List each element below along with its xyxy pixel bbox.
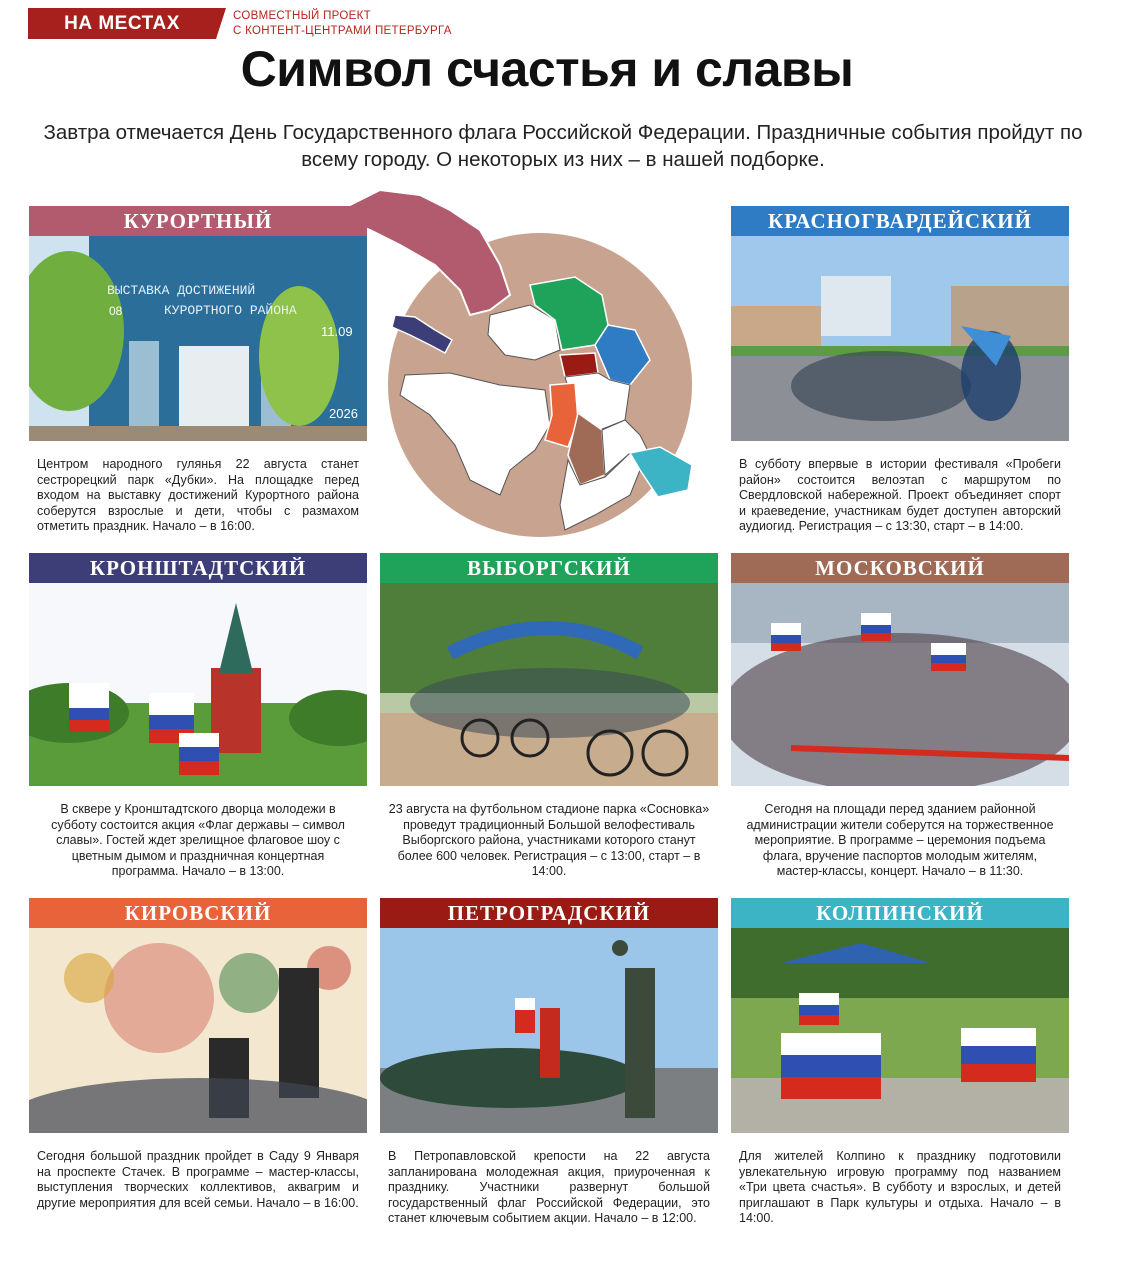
photo-vyborgsky: [380, 583, 718, 786]
card-moskovsky: [731, 553, 1069, 880]
project-note-line2: С КОНТЕНТ-ЦЕНТРАМИ ПЕТЕРБУРГА: [233, 25, 452, 37]
photo-kolpinsky: [731, 928, 1069, 1133]
photo-kurortny: [29, 236, 367, 441]
card-krasnogvardeisky: [731, 206, 1069, 535]
card-title-petrogradsky: ПЕТРОГРАДСКИЙ: [380, 898, 718, 928]
card-text-kirovsky: Сегодня большой праздник пройдет в Саду 9 Января на проспекте Стачек. В программе – мастер-классы, выступления творческих коллективов, аквагрим и другие мероприятия для всей семьи. Начало – в 16:00.: [37, 1149, 359, 1210]
lead-paragraph: Завтра отмечается День Государственного флага Российской Федерации. Праздничные события пройдут по всему городу. О некоторых из них – в нашей подборке.: [43, 121, 1083, 171]
card-title-krasnogvardeisky: КРАСНОГВАРДЕЙСКИЙ: [731, 206, 1069, 236]
card-kronshtadtsky: [29, 553, 367, 880]
photo-moskovsky: [731, 583, 1069, 786]
card-vyborgsky: [380, 553, 718, 880]
card-kirovsky: [29, 898, 367, 1211]
photo-kurortny-sign-year: 2026: [329, 406, 358, 421]
rubric-label: НА МЕСТАХ: [28, 8, 216, 39]
card-text-krasnogvardeisky: В субботу впервые в истории фестиваля «Пробеги район» состоится велоэтап с маршрутом по Свердловской набережной. Проект объединяет спорт и краеведение, участникам будет доступен авторский аудиогид. Регистрация – с 13:30, старт – в 14:00.: [739, 457, 1061, 533]
photo-petrogradsky: [380, 928, 718, 1133]
card-text-kolpinsky: Для жителей Колпино к празднику подготовили увлекательную игровую программу под названием «Три цвета счастья». В субботу и взрослых, и детей приглашают в Парк культуры и отдыха. Начало – в 14:00.: [739, 1149, 1061, 1225]
card-text-vyborgsky: 23 августа на футбольном стадионе парка «Сосновка» проведут традиционный Большой велофестиваль Выборгского района, участниками которого станут более 600 человек. Регистрация – с 13:00, старт – в 14:00.: [388, 802, 710, 878]
photo-kronshtadtsky: [29, 583, 367, 786]
card-text-moskovsky: Сегодня на площади перед зданием районной администрации жители соберутся на торжественное мероприятие. В программе – церемония подъема флага, вручение паспортов молодым жителям, мастер-классы, концерт. Начало – в 11:30.: [746, 802, 1054, 878]
card-title-vyborgsky: ВЫБОРГСКИЙ: [380, 553, 718, 583]
photo-kurortny-sign-line1: ВЫСТАВКА ДОСТИЖЕНИЙ: [107, 283, 256, 298]
card-text-petrogradsky: В Петропавловской крепости на 22 августа запланирована молодежная акция, приуроченная к празднику. Участники развернут большой государственный флаг Российской Федерации, это станет ключевым событием акции. Начало – в 12:00.: [388, 1149, 710, 1225]
project-note: [233, 9, 452, 39]
photo-kurortny-sign-line2: КУРОРТНОГО РАЙОНА: [164, 303, 297, 318]
card-title-kronshtadtsky: КРОНШТАДТСКИЙ: [29, 553, 367, 583]
card-title-moskovsky: МОСКОВСКИЙ: [731, 553, 1069, 583]
photo-kurortny-sign-day: 08: [109, 304, 123, 318]
card-kolpinsky: [731, 898, 1069, 1227]
card-title-kurortny: КУРОРТНЫЙ: [29, 206, 367, 236]
card-kurortny: [29, 206, 367, 535]
card-petrogradsky: [380, 898, 718, 1227]
card-text-kurortny: Центром народного гулянья 22 августа станет сестрорецкий парк «Дубки». На площадке перед входом на выставку достижений Курортного района соберутся взрослые и дети, чтобы с размахом отметить праздник. Начало – в 16:00.: [37, 457, 359, 533]
photo-kurortny-sign-date: 11.09: [321, 324, 353, 339]
card-title-kirovsky: КИРОВСКИЙ: [29, 898, 367, 928]
photo-kirovsky: [29, 928, 367, 1133]
card-text-kronshtadtsky: В сквере у Кронштадтского дворца молодежи в субботу состоится акция «Флаг державы – символ славы». Гостей ждет зрелищное флаговое шоу с цветным дымом и праздничная концертная программа. Начало – в 13:00.: [51, 802, 345, 878]
project-note-line1: СОВМЕСТНЫЙ ПРОЕКТ: [233, 10, 371, 22]
card-title-kolpinsky: КОЛПИНСКИЙ: [731, 898, 1069, 928]
district-map: [340, 185, 710, 545]
photo-krasnogvardeisky: [731, 236, 1069, 441]
page-title: Символ счастья и славы: [240, 41, 854, 97]
